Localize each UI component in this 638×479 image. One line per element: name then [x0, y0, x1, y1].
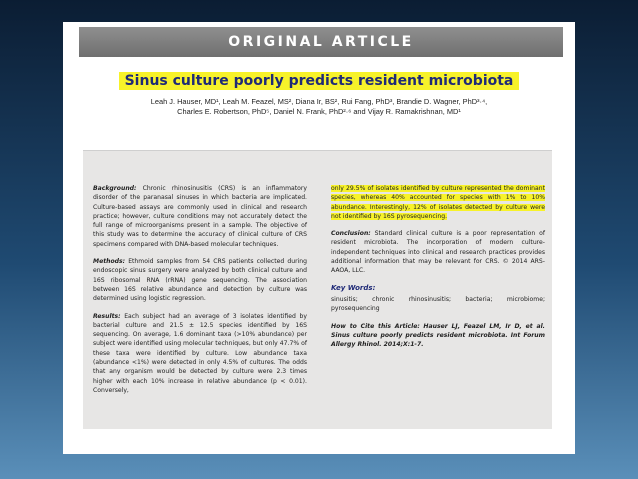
author-list	[93, 97, 545, 117]
banner-text: ORIGINAL ARTICLE	[228, 34, 414, 50]
results-highlight: only 29.5% of isolates identified by culture represented the dominant species, whereas 40% accounted for species with 1% to 10% abundance. Interestingly, 12% of isolates detected by culture were not identified by 16S pyrosequencing.	[331, 185, 545, 220]
citation-text: Hauser LJ, Feazel LM, Ir D, et al. Sinus culture poorly predicts resident microbiota. Int Forum Allergy Rhinol. 2014;X:1-7.	[331, 322, 545, 349]
conclusion-text: Standard clinical culture is a poor representation of resident microbiota. The incorporation of modern culture-independent techniques into clinical and research practices provides additional information that may be relevant for CRS. © 2014 ARS-AAOA, LLC.	[331, 230, 546, 275]
slide	[63, 22, 575, 454]
abstract-right-column	[331, 184, 545, 357]
results-text: Each subject had an average of 3 isolates identified by bacterial culture and 21.5 ± 12.5 species identified by 16S sequencing. On average, 1.6 dominant taxa (>10% abundance) per subject were identified using molecular techniques, but only 47.7% of these taxa were identified by culture. Low abundance taxa (abundance <1%) were detected in only 4.5% of cultures. The odds that any organism would be detected by culture were 2.3 times higher with each 10% increase in relative abundance (p < 0.01). Conversely,	[93, 312, 308, 394]
abstract-left-column	[93, 184, 307, 403]
citation-paragraph	[331, 322, 545, 350]
title-wrap	[63, 72, 575, 90]
authors-line-1: Leah J. Hauser, MD¹, Leah M. Feazel, MS², Diana Ir, BS², Rui Fang, PhD³, Brandie D. Wagner, PhD³·⁴,	[150, 97, 488, 106]
results-label: Results:	[93, 312, 121, 320]
article-type-banner	[79, 27, 563, 57]
abstract-box	[83, 150, 552, 429]
keywords-text: sinusitis; chronic rhinosinusitis; bacteria; microbiome; pyrosequencing	[331, 295, 545, 313]
authors-line-2: Charles E. Robertson, PhD⁵, Daniel N. Frank, PhD²·⁶ and Vijay R. Ramakrishnan, MD¹	[177, 107, 461, 116]
results-paragraph	[93, 312, 307, 396]
conclusion-label: Conclusion:	[331, 230, 371, 238]
article-title: Sinus culture poorly predicts resident microbiota	[119, 72, 520, 90]
keywords-label: Key Words:	[331, 283, 376, 292]
methods-label: Methods:	[93, 258, 126, 266]
methods-paragraph	[93, 257, 307, 303]
background-paragraph	[93, 184, 307, 249]
citation-label: How to Cite this Article:	[331, 322, 420, 330]
background-text: Chronic rhinosinusitis (CRS) is an inflammatory disorder of the paranasal sinuses in which bacteria are implicated. Culture-based assays are commonly used in clinical and research practice; however, culture conditions may not accurately detect the full range of microorganisms present in a sample. The objective of this study was to determine the accuracy of clinical culture of CRS specimens compared with DNA-based molecular techniques.	[93, 185, 308, 248]
results-highlight-paragraph	[331, 184, 545, 221]
conclusion-paragraph	[331, 229, 545, 275]
background-label: Background:	[93, 185, 137, 192]
methods-text: Ethmoid samples from 54 CRS patients collected during endoscopic sinus surgery were analyzed by both clinical culture and 16S ribosomal RNA (rRNA) gene sequencing. The association between 16S relative abundance and detection by culture was determined using logistic regression.	[93, 258, 308, 303]
